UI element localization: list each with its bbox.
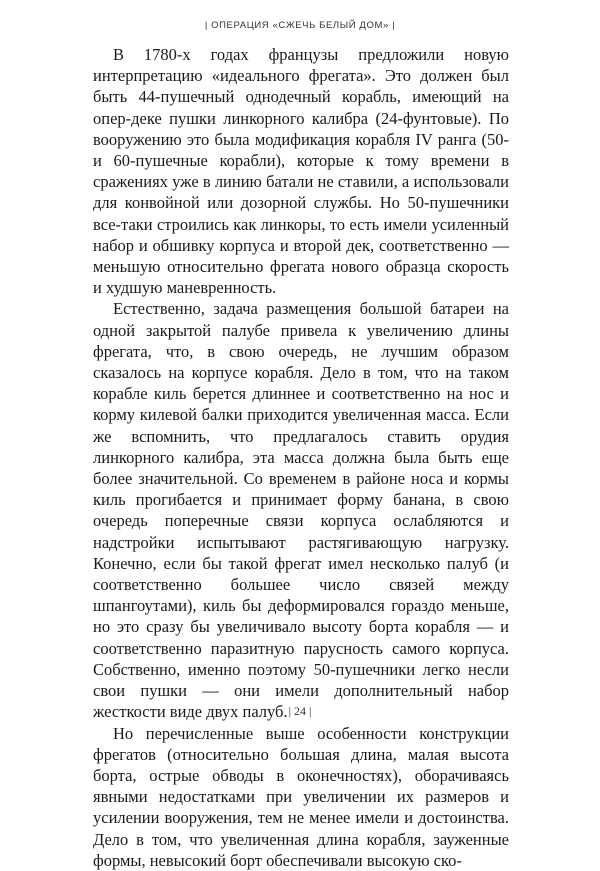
paragraph-2: Естественно, задача размещения большой батареи на одной закрытой палубе привела к увеличению длины фрегата, что, в свою очередь, не лучшим образом сказалось на корпусе корабля. Дело в том, что на таком корабле киль берется длиннее и соответственно на нос и корму килевой балки приходится увеличенная масса. Если же вспомнить, что предлагалось ставить орудия линкорного калибра, эта масса должна была быть еще более значительной. Со временем в районе носа и кормы киль прогибается и принимает форму банана, в свою очередь поперечные связи корпуса ослабляются и надстройки испытывают растягивающую нагрузку. Конечно, если бы такой фрегат имел несколько палуб (и соответственно большее число связей между шпангоутами), киль бы деформировался гораздо меньше, но это сразу бы увеличивало высоту борта корабля — и соответственно паразитную парусность самого корпуса. Собственно, именно поэтому 50-пушечники легко несли свои пушки — они имели дополнительный набор жесткости виде двух палуб. (93, 299, 509, 722)
paragraph-3: Но перечисленные выше особенности конструкции фрегатов (относительно большая длина, малая высота борта, острые обводы в оконечностях), оборачиваясь явными недостатками при увеличении их размеров и усилении вооружения, тем не менее имели и достоинства. Дело в том, что увеличенная длина корабля, зауженные формы, невысокий борт обеспечивали высокую ско- (93, 723, 509, 870)
paragraph-1: В 1780-х годах французы предложили новую интерпретацию «идеального фрегата». Это должен был быть 44-пушечный однодечный корабль, имеющий на опер-деке пушки линкорного калибра (24-фунтовые). По вооружению это была модификация корабля IV ранга (50- и 60-пушечные корабли), которые к тому времени в сражениях уже в линию батали не ставили, а использовали для конвойной или дозорной службы. Но 50-пушечники все-таки строились как линкоры, то есть имели усиленный набор и обшивку корпуса и второй дек, соответственно — меньшую относительно фрегата нового образца скорость и худшую маневренность. (93, 45, 509, 298)
text-block (93, 44, 509, 871)
page-number: | 24 | (288, 704, 312, 718)
running-header: | ОПЕРАЦИЯ «СЖЕЧЬ БЕЛЫЙ ДОМ» | (204, 20, 396, 31)
